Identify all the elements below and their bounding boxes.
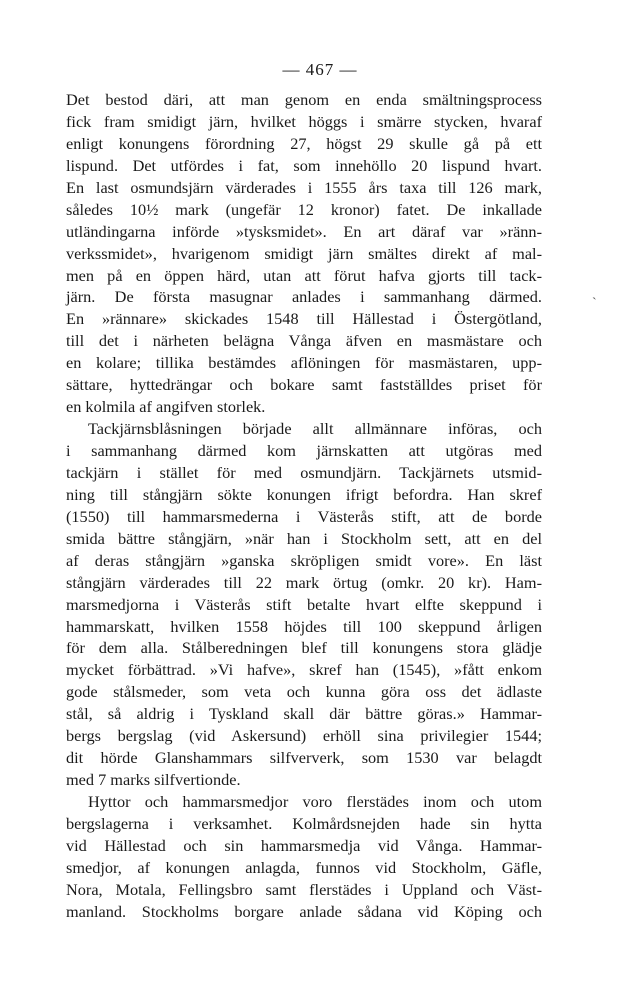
text-line: för dem alla. Stålberedningen blef till konungens stora glädje — [66, 638, 542, 658]
text-line: Det bestod däri, att man genom en enda smältningsprocess — [66, 90, 542, 109]
text-line: utländingarna införde »tysksmidet». En art däraf var »ränn- — [66, 221, 542, 241]
text-line: bergs bergslag (vid Askersund) erhöll sina privilegier 1544; — [66, 726, 542, 746]
text-line: marsmedjorna i Västerås stift betalte hvart elfte skeppund i — [66, 594, 542, 614]
text-line: vid Hällestad och sin hammarsmedja vid Vånga. Hammar- — [66, 835, 542, 855]
text-line: manland. Stockholms borgare anlade sådana vid Köping och — [66, 901, 542, 921]
text-line: en kolmila af angifven storlek. — [66, 397, 266, 417]
text-line: bergslagerna i verksamhet. Kolmårdsnejden hade sin hytta — [66, 813, 542, 833]
text-line: en kolare; tillika bestämdes aflöningen för masmästaren, upp- — [66, 353, 542, 373]
margin-mark: ` — [592, 296, 597, 311]
text-line: järn. De första masugnar anlades i sammanhang därmed. — [66, 287, 542, 307]
text-line: men på en öppen härd, utan att förut hafva gjorts till tack- — [66, 265, 542, 285]
text-line: med 7 marks silfvertionde. — [66, 770, 241, 790]
text-line: verkssmidet», hvarigenom smidigt järn smältes direkt af mal- — [66, 243, 542, 263]
text-line: ning till stångjärn sökte konungen ifrigt befordra. Han skref — [66, 484, 542, 504]
text-line: till det i närheten belägna Vånga äfven en masmästare och — [66, 331, 542, 351]
text-line: (1550) till hammarsmederna i Västerås stift, att de borde — [66, 506, 542, 526]
text-line: lispund. Det utfördes i fat, som innehöllo 20 lispund hvart. — [66, 155, 542, 175]
text-line: enligt konungens förordning 27, högst 29 skulle gå på ett — [66, 133, 542, 153]
text-line: stångjärn värderades till 22 mark örtug (omkr. 20 kr). Ham- — [66, 572, 542, 592]
text-line: mycket förbättrad. »Vi hafve», skref han (1545), »fått enkom — [66, 660, 542, 680]
text-line: smedjor, af konungen anlagda, funnos vid Stockholm, Gäfle, — [66, 857, 542, 877]
text-line: gode stålsmeder, som veta och kunna göra oss det ädlaste — [66, 682, 542, 702]
text-line: således 10½ mark (ungefär 12 kronor) fatet. De inkallade — [66, 199, 542, 219]
text-line: stål, så aldrig i Tyskland skall där bättre göras.» Hammar- — [66, 704, 542, 724]
body-text — [66, 89, 542, 923]
text-line: Tackjärnsblåsningen började allt allmännare införas, och — [88, 419, 542, 439]
page-number: — 467 — — [282, 60, 358, 79]
text-line: Hyttor och hammarsmedjor voro flerstädes inom och utom — [88, 792, 542, 811]
text-line: smida bättre stångjärn, »när han i Stockholm sett, att en del — [66, 528, 542, 548]
text-line: En »rännare» skickades 1548 till Hällestad i Östergötland, — [66, 309, 542, 329]
text-line: En last osmundsjärn värderades i 1555 års taxa till 126 mark, — [66, 177, 542, 197]
text-line: hammarskatt, hvilken 1558 höjdes till 100 skeppund årligen — [66, 616, 542, 636]
text-line: af deras stångjärn »ganska skröpligen smidt vore». En läst — [66, 550, 542, 570]
text-line: fick fram smidigt järn, hvilket höggs i smärre stycken, hvaraf — [66, 111, 542, 131]
text-line: sättare, hyttedrängar och bokare samt fastställdes priset för — [66, 375, 542, 395]
text-line: i sammanhang därmed kom järnskatten att utgöras med — [66, 441, 542, 460]
text-line: dit hörde Glanshammars silfververk, som 1530 var belagdt — [66, 748, 542, 768]
text-line: Nora, Motala, Fellingsbro samt flerstädes i Uppland och Väst- — [66, 879, 542, 899]
text-line: tackjärn i stället för med osmundjärn. Tackjärnets utsmid- — [66, 462, 542, 482]
